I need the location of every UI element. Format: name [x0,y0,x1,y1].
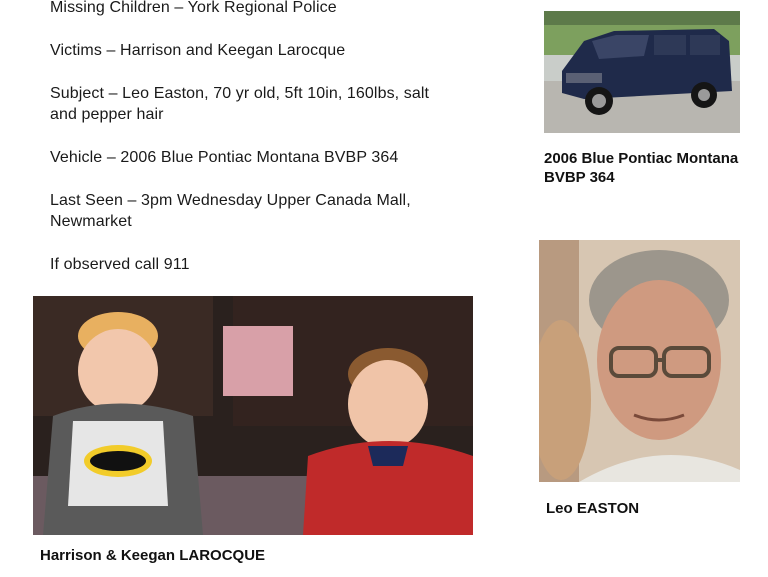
last-seen-line-1: Last Seen – 3pm Wednesday Upper Canada Mall, [50,192,411,209]
bulletin-heading: Missing Children – York Regional Police [50,0,337,16]
children-photo [33,296,473,535]
subject-line-1: Subject – Leo Easton, 70 yr old, 5ft 10in, 160lbs, salt [50,85,430,102]
victims-line: Victims – Harrison and Keegan Larocque [50,42,346,59]
suspect-photo [539,240,740,482]
children-caption: Harrison & Keegan LAROCQUE [40,547,266,564]
call-line: If observed call 911 [50,256,190,273]
vehicle-line: Vehicle – 2006 Blue Pontiac Montana BVBP 364 [50,149,399,166]
last-seen-line-2: Newmarket [50,213,132,230]
van-photo [544,11,740,133]
van-caption-line-1: 2006 Blue Pontiac Montana [544,150,739,167]
suspect-caption: Leo EASTON [546,500,640,517]
subject-line-2: and pepper hair [50,106,164,123]
van-caption-line-2: BVBP 364 [544,169,615,186]
